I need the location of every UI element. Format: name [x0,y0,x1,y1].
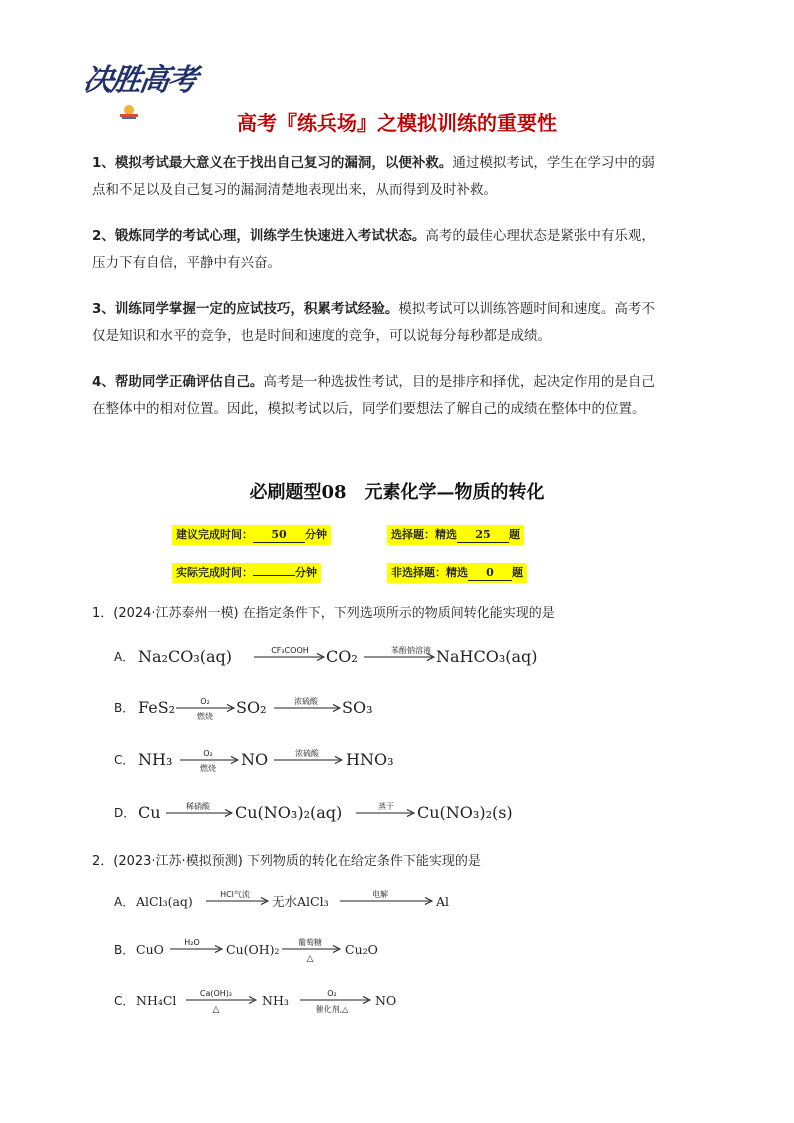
suggested-time [172,525,331,545]
actual-time-value [253,575,295,576]
non-choice-count-unit: 题 [512,566,523,579]
intermediate: 无水AlCl₃ [272,894,329,909]
arrow-condition-bottom: 催化剂,△ [315,1005,349,1014]
option-letter: A． [114,650,135,664]
paragraph-text: 在整体中的相对位置。因此，模拟考试以后，同学们要想法了解自己的成绩在整体中的位置。 [92,401,646,417]
question-1-option-c[interactable] [114,745,674,775]
reaction-equation [114,745,674,775]
question-2-option-b[interactable] [114,935,674,965]
arrow-condition-top: 电解 [372,890,388,899]
paragraph-text: 仅是知识和水平的竞争，也是时间和速度的竞争，可以说每分每秒都是成绩。 [92,328,551,344]
product: SO₃ [342,698,373,717]
arrow-condition-top: O₂ [327,989,337,998]
non-choice-count-value: 0 [468,566,512,581]
paragraph-bold: 2、锻炼同学的考试心理，训练学生快速进入考试状态。 [92,228,426,244]
paragraph-text: 高考的最佳心理状态是紧张中有乐观， [425,228,655,244]
reactant: CuO [136,942,164,957]
product: NaHCO₃(aq) [436,647,538,666]
arrow-condition-top: 苯酚钠溶液 [391,646,431,655]
arrow-condition-bottom: 燃烧 [197,712,213,721]
intermediate: NO [241,750,269,769]
non-choice-count-label: 非选择题：精选 [391,566,468,579]
intermediate: NH₃ [262,993,289,1008]
paragraph-text: 模拟考试可以训练答题时间和速度。高考不 [398,301,655,317]
question-1-option-b[interactable] [114,693,674,723]
intermediate: CO₂ [326,647,358,666]
main-title: 高考『练兵场』之模拟训练的重要性 [237,111,557,135]
arrow-condition-top: O₂ [200,697,210,706]
reactant: NH₃ [138,750,173,769]
paragraph-2 [92,223,712,277]
arrow-condition-bottom: △ [306,954,314,964]
intermediate: Cu(NO₃)₂(aq) [235,803,343,822]
reaction-equation [114,693,674,723]
reaction-equation [114,986,674,1016]
reactant: FeS₂ [138,698,176,717]
option-letter: C． [114,994,135,1008]
paragraph-text: 点和不足以及自己复习的漏洞清楚地表现出来，从而得到及时补救。 [92,182,497,198]
paragraph-3 [92,296,712,350]
paragraph-1 [92,150,712,204]
option-letter: C． [114,753,135,767]
reactant: NH₄Cl [136,993,177,1008]
reactant: AlCl₃(aq) [136,894,193,909]
reaction-equation [114,887,674,917]
arrow-condition-bottom: 燃烧 [200,764,216,773]
suggested-time-label: 建议完成时间： [176,528,253,541]
product: Cu₂O [345,942,378,957]
question-1-option-d[interactable] [114,798,674,828]
arrow-condition-top: 葡萄糖 [298,938,322,947]
question-2-option-c[interactable] [114,986,674,1016]
product: NO [375,993,397,1008]
logo-text: 决胜高考 [81,63,198,98]
reaction-equation [114,798,674,828]
reaction-equation [114,642,674,672]
intermediate: Cu(OH)₂ [226,942,280,957]
suggested-time-value: 50 [253,528,305,543]
product: HNO₃ [346,750,394,769]
paragraph-bold: 3、训练同学掌握一定的应试技巧，积累考试经验。 [92,301,399,317]
intermediate: SO₂ [236,698,267,717]
option-letter: B． [114,701,135,715]
option-letter: D． [114,806,136,820]
paragraph-bold: 1、模拟考试最大意义在于找出自己复习的漏洞，以便补救。 [92,155,453,171]
paragraph-text: 压力下有自信，平静中有兴奋。 [92,255,281,271]
paragraph-text: 高考是一种选拔性考试，目的是排序和择优，起决定作用的是自己 [263,374,655,390]
reactant: Na₂CO₃(aq) [138,647,232,666]
option-letter: B． [114,943,135,957]
arrow-condition-top: CF₃COOH [271,646,309,655]
arrow-condition-top: O₂ [203,749,213,758]
paragraph-bold: 4、帮助同学正确评估自己。 [92,374,264,390]
arrow-condition-top: Ca(OH)₂ [199,989,233,998]
arrow-condition-bottom: △ [212,1005,220,1015]
option-letter: A． [114,895,135,909]
question-2-option-a[interactable] [114,887,674,917]
arrow-condition-top: H₂O [184,938,200,947]
suggested-time-unit: 分钟 [305,528,327,541]
choice-count-label: 选择题：精选 [391,528,457,541]
product: Cu(NO₃)₂(s) [417,803,513,822]
question-2-stem: 2．(2023·江苏·模拟预测) 下列物质的转化在给定条件下能实现的是 [92,854,481,869]
arrow-condition-top: 浓硫酸 [294,697,318,706]
choice-count [387,525,524,545]
actual-time-label: 实际完成时间： [176,566,253,579]
non-choice-count [387,563,527,583]
actual-time [172,563,321,583]
arrow-condition-top: 蒸干 [378,802,394,811]
arrow-condition-top: HCl气流 [220,890,250,899]
arrow-condition-top: 浓硫酸 [295,749,319,758]
reactant: Cu [138,803,161,822]
question-1-stem: 1．(2024·江苏泰州一模) 在指定条件下，下列选项所示的物质间转化能实现的是 [92,606,555,621]
paragraph-text: 通过模拟考试，学生在学习中的弱 [452,155,655,171]
section-title: 必刷题型08 元素化学—物质的转化 [249,482,545,503]
actual-time-unit: 分钟 [295,566,317,579]
choice-count-unit: 题 [509,528,520,541]
arrow-condition-top: 稀硝酸 [186,802,210,811]
question-1-option-a[interactable] [114,642,674,672]
choice-count-value: 25 [457,528,509,543]
product: Al [436,894,450,909]
reaction-equation [114,935,674,965]
paragraph-4 [92,369,712,423]
